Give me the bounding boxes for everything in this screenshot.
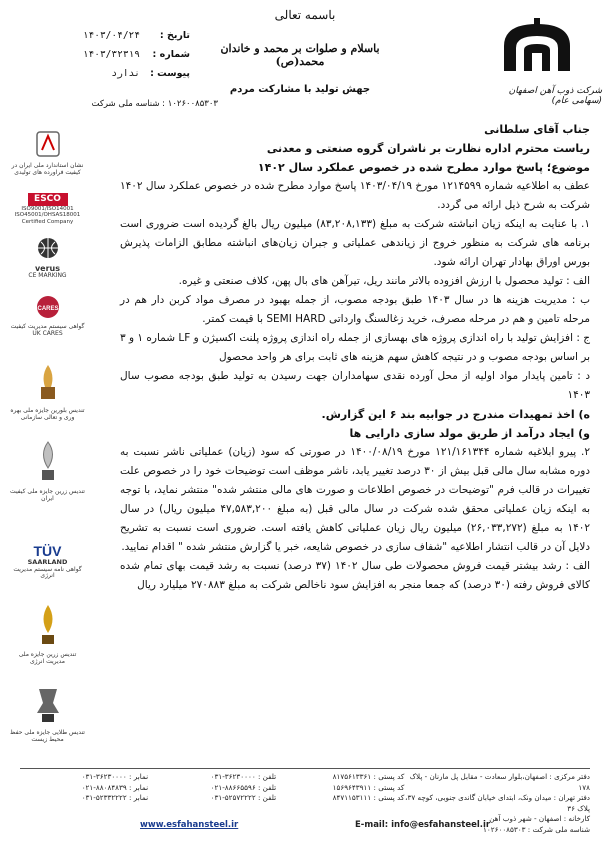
trophy-icon [35,603,61,647]
attachment-label: پیوست : [150,68,190,79]
item-1-d: د : تامین پایدار مواد اولیه از محل آورده نقدی سهامداران جهت رسیدن به تولید طبق بودجه مصوب سال ۱۴۰۳ [120,370,590,401]
esco-caption: ISO9001/ISO14001 ISO45001/OHSAS18001 Certified Company [14,206,81,225]
recipient-position: ریاست محترم اداره نظارت بر ناشران گروه صنعتی و معدنی [266,142,590,155]
slogan: جهش تولید با مشارکت مردم [229,84,371,95]
item-1-b: ب : مدیریت هزینه ها در سال ۱۴۰۳ طبق بودجه مصوب، از جمله بهبود در مصرف مواد کربن دار هم در مرحله تامین و هم در مرحله مصرف، خرید زغالسنگ وارداتی SEMI HARD با قیمت کمتر. [120,294,590,325]
number-row [60,45,190,64]
footer-phones: تلفن : ۳۶۲۳۰۰۰۰-۰۳۱ تلفن : ۸۸۶۶۵۵۹۶-۰۲۱ تلفن : ۵۲۵۷۲۲۲۲-۰۳۱ [210,772,277,802]
item-2-a: الف : رشد بیشتر قیمت فروش محصولات طی سال ۱۴۰۲ (۳۷ درصد) نسبت به رشد قیمت بهای تمام شده کالای فروش رفته (۳۰ درصد) که جمعا منجر به افزایش سود ناخالص شرکت به مبلغ ۲۷۰۸۸۳ میلیارد ریال [120,560,590,591]
attachment-value: ندارد [111,68,140,79]
salawat-line: باسلام و صلوات بر محمد و خاندان محمد(ص) [220,42,380,68]
addressee: جناب آقای سلطانی [484,123,590,136]
basmala: باسمه تعالی [274,8,336,22]
trophy-icon [33,685,63,725]
footer [20,772,590,835]
cert-trophy-environment: تندیس طلایی جایزه ملی حفظ محیط زیست [10,685,85,744]
item-1-h: ه) اخذ تمهیدات مندرج در جوابیه بند ۶ این گزارش. [321,408,590,421]
cert-cares [10,295,85,338]
number-value: ۱۴۰۳/۳۲۳۱۹ [82,49,140,60]
cert-tuv [10,543,85,580]
cert-trophy-quality: تندیس زرین جایزه ملی کیفیت ایران [10,440,85,503]
trophy-icon [35,440,61,484]
national-id: ۱۰۲۶۰۰۸۵۳۰۳ : شناسه ملی شرکت [91,99,218,109]
company-logo-icon [494,16,580,76]
item-1-c: ج : افزایش تولید با راه اندازی پروژه های بهسازی از جمله راه اندازی پروژه پلنت اکسیژن و LF شماره ۱ و ۳ بر اساس بودجه مصوب و در نتیجه کاهش سهم هزینه های ثابت برای هر واحد محصول [120,332,590,363]
item-2: ۲. پیرو ابلاغیه شماره ۱۲۱/۱۶۱۳۴۴ مورخ ۱۴۰۰/۰۸/۱۹ در صورتی که سود (زیان) عملیاتی ناشر نسبت به دوره مشابه سال مالی قبل بیش از ۳۰ درصد تغییر یابد، ناشر موظف است توضیحات خود را در خصوص علت تغییرات در قالب فرم "توضیحات در خصوص اطلاعات و صورت های مالی منتشر شده" منتشر نماید، با توجه به اینکه زیان عملیاتی محقق شده شرکت در سال مالی قبل (به مبلغ ۴۷,۵۸۳,۲۰۰ میلیون ریال) در سال ۱۴۰۲ به مبلغ (۲۶,۰۳۳,۲۷۲) میلیون ریال زیان عملیاتی کاهش یافته است. ضروری است نسبت به تشریح دلایل آن در قالب انتشار اطلاعیه "شفاف سازی در خصوص شایعه، خبر یا گزارش منتشر شده " اقدام نمایید. [120,446,591,553]
date-row [60,26,190,45]
company-name: شرکت ذوب آهن اصفهان (سهامی عام) [508,86,602,106]
subject-line: موضوع؛ پاسخ موارد مطرح شده در خصوص عملکرد سال ۱۴۰۲ [257,161,590,174]
cert-verus [10,237,85,280]
certifications-sidebar [10,125,85,765]
cert-national-standard: نشان استاندارد ملی ایران در کیفیت فراورده های تولیدی [10,130,85,177]
tuv-logo: TÜV [33,543,62,559]
verus-globe-icon [33,237,63,259]
footer-divider [20,768,590,769]
cert-trophy-productivity: تندیس بلورین جایزه ملی بهره وری و تعالی سازمانی [10,363,85,422]
item-1-a: الف : تولید محصول با ارزش افزوده بالاتر مانند ریل، تیرآهن های بال پهن، کلاف صنعتی و غیره. [178,275,590,287]
tuv-sublabel: SAARLAND [27,558,68,567]
date-value: ۱۴۰۳/۰۴/۲۴ [82,30,140,41]
item-1-v: و) ایجاد درآمد از طریق مولد سازی دارایی ها [349,427,590,440]
email-link[interactable]: E-mail: info@esfahansteel.ir [355,820,491,830]
website-link[interactable]: www.esfahansteel.ir [140,820,239,830]
svg-text:CARES: CARES [36,306,59,312]
intro-paragraph: عطف به اطلاعیه شماره ۱۲۱۴۵۹۹ مورخ ۱۴۰۳/۰۴/۱۹ پاسخ موارد مطرح شده در خصوص عملکرد سال ۱۴۰۲ شرکت به شرح ذیل ارائه می گردد. [120,180,590,211]
date-label: تاریخ : [159,30,190,41]
footer-faxes: نمابر : ۳۶۲۳۰۰۰۰-۰۳۱ نمابر : ۸۸۰۸۴۸۳۹-۰۲۱ نمابر : ۵۲۳۳۲۲۲۲-۰۳۱ [81,772,149,802]
cert-esco [10,193,85,225]
cares-badge-icon [34,295,62,319]
number-label: شماره : [152,49,190,60]
cares-caption: گواهی سیستم مدیریت کیفیت UK CARES [10,322,85,337]
tuv-caption: گواهی نامه سیستم مدیریت انرژی [13,565,82,580]
footer-addresses: دفتر مرکزی : اصفهان،بلوار سعادت - مقابل پل مارنان - پلاک ۱۷۸ دفتر تهران : میدان ونک، ابتدای خیابان گاندی جنوبی، کوچه ۳۷، پلاک ۳۶ کارخانه : اصفهان - شهر ذوب آهن شناسه ملی شرکت : ۱۰۲۶۰۰۸۵۳۰۳ [405,772,590,834]
trophy-icon [35,363,61,403]
standard-mark-icon [35,130,61,158]
verus-label: verus [34,263,61,273]
attachment-row [60,64,190,83]
item-1: ۱. با عنایت به اینکه زیان انباشته شرکت به مبلغ (۸۳,۲۰۸,۱۳۳) میلیون ریال بالغ گردیده است ضروری است برنامه های شرکت به منظور خروج از زیاندهی عملیاتی و جبران زیان‌های انباشته مطابق الزامات پذیرش بورس اوراق بهادار تهران ارائه شود. [120,218,590,268]
verus-caption: CE MARKING [28,272,67,280]
esco-logo: ESCO [28,193,68,206]
cert-trophy-energy: تندیس زرین جایزه ملی مدیریت انرژی [10,603,85,666]
footer-postal-codes: کد پستی : ۸۱۷۵۶۱۳۳۶۱ کد پستی : ۱۵۶۹۶۴۳۹۱۱ کد پستی : ۸۴۷۱۱۵۳۱۱۱ [332,772,405,802]
letter-body [120,120,590,595]
letter-meta [60,26,190,83]
